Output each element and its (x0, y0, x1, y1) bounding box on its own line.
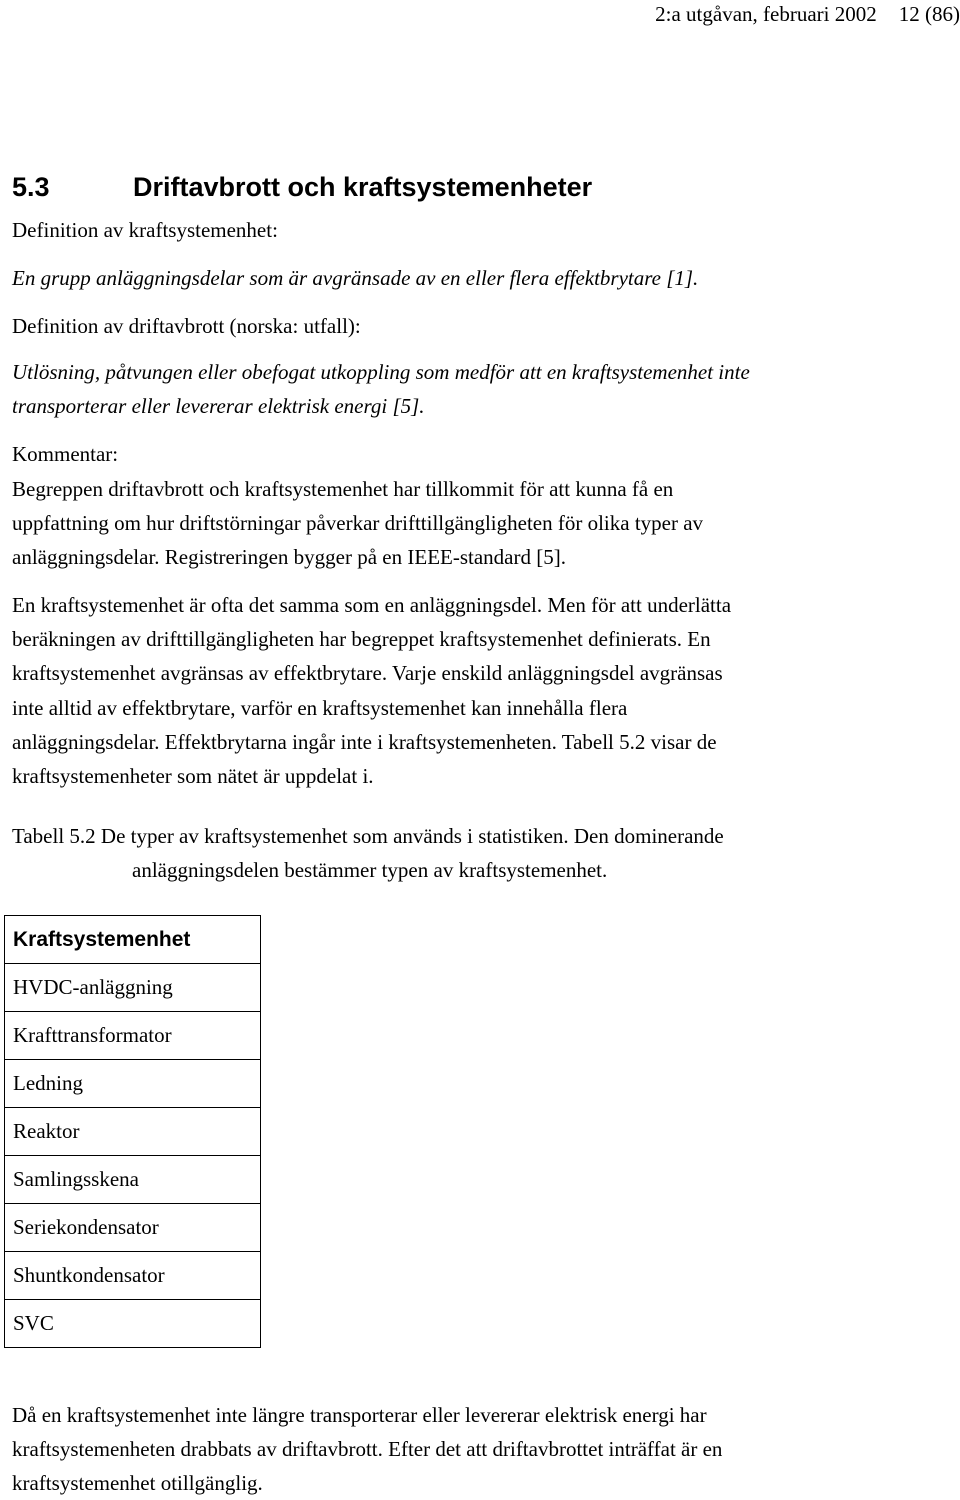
comment-paragraph-line: En kraftsystemenhet är ofta det samma som en anläggningsdel. Men för att underlätta (12, 593, 732, 617)
table-caption-line: Tabell 5.2 De typer av kraftsystemenhet som används i statistiken. Den dominerande (12, 824, 724, 848)
page-number: 12 (86) (898, 2, 960, 26)
closing-paragraph-line: kraftsystemenhet otillgänglig. (12, 1471, 263, 1495)
comment-paragraph-line: anläggningsdelar. Registreringen bygger på en IEEE-standard [5]. (12, 545, 566, 569)
closing-paragraph-line: Då en kraftsystemenhet inte längre transporterar eller levererar elektrisk energi har (12, 1403, 707, 1427)
outage-definition-label: Definition av driftavbrott (norska: utfall): (12, 314, 361, 338)
table-row (5, 1060, 261, 1108)
page-header (633, 0, 960, 28)
table-caption-line: anläggningsdelen bestämmer typen av kraftsystemenhet. (132, 858, 608, 882)
closing-paragraph-line: kraftsystemenheten drabbats av driftavbrott. Efter det att driftavbrottet inträffat är en (12, 1437, 723, 1461)
edition-text: 2:a utgåvan, februari 2002 (655, 2, 877, 26)
section-number: 5.3 (12, 172, 50, 202)
comment-paragraph-line: uppfattning om hur driftstörningar påverkar drifttillgängligheten för olika typer av (12, 511, 704, 535)
outage-definition-line: Utlösning, påtvungen eller obefogat utkoppling som medför att en kraftsystemenhet inte (12, 360, 750, 384)
table-row (5, 964, 261, 1012)
section-heading (12, 170, 592, 204)
table-row (5, 1108, 261, 1156)
table-row (5, 1156, 261, 1204)
comment-paragraph-line: Begreppen driftavbrott och kraftsystemenhet har tillkommit för att kunna få en (12, 477, 674, 501)
unit-types-table (4, 915, 261, 1348)
comment-paragraph-line: anläggningsdelar. Effektbrytarna ingår inte i kraftsystemenheten. Tabell 5.2 visar de (12, 730, 717, 754)
table-cell: SVC (5, 1300, 261, 1348)
unit-definition-label: Definition av kraftsystemenhet: (12, 218, 278, 242)
outage-definition-line: transporterar eller levererar elektrisk energi [5]. (12, 394, 425, 418)
table-caption (12, 819, 724, 887)
section-title: Driftavbrott och kraftsystemenheter (133, 172, 593, 202)
table-header-row (5, 916, 261, 964)
comment-paragraph-line: kraftsystemenheter som nätet är uppdelat i. (12, 764, 374, 788)
table-cell: Reaktor (5, 1108, 261, 1156)
table-cell: Seriekondensator (5, 1204, 261, 1252)
table-row (5, 1012, 261, 1060)
unit-definition-text: En grupp anläggningsdelar som är avgränsade av en eller flera effektbrytare [1]. (12, 266, 699, 290)
table-row (5, 1252, 261, 1300)
table-cell: Ledning (5, 1060, 261, 1108)
comment-paragraph-line: inte alltid av effektbrytare, varför en kraftsystemenhet kan innehålla flera (12, 696, 628, 720)
table-cell: Shuntkondensator (5, 1252, 261, 1300)
table-cell: Samlingsskena (5, 1156, 261, 1204)
column-header: Kraftsystemenhet (5, 916, 261, 964)
table-cell: HVDC-anläggning (5, 964, 261, 1012)
table-row (5, 1204, 261, 1252)
table-cell: Krafttransformator (5, 1012, 261, 1060)
comment-paragraph-line: beräkningen av drifttillgängligheten har begreppet kraftsystemenhet definierats. En (12, 627, 711, 651)
table-row (5, 1300, 261, 1348)
comment-label: Kommentar: (12, 442, 119, 466)
comment-paragraph-line: kraftsystemenhet avgränsas av effektbrytare. Varje enskild anläggningsdel avgränsas (12, 661, 723, 685)
